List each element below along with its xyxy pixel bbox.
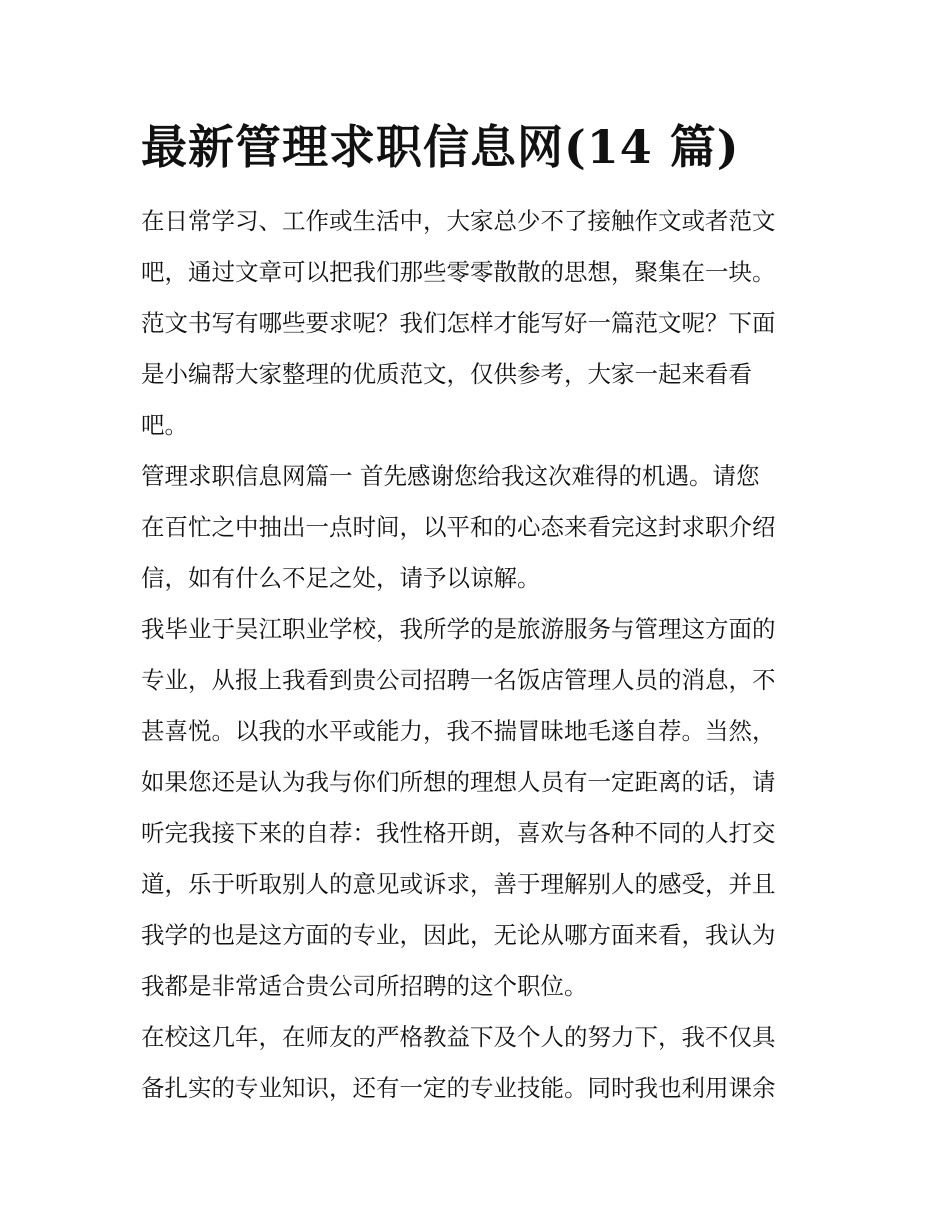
text-line: 吧，通过文章可以把我们那些零零散散的思想，聚集在一块。 <box>141 258 776 286</box>
text-line: 吧。 <box>141 411 188 439</box>
text-line: 我毕业于吴江职业学校，我所学的是旅游服务与管理这方面的 <box>141 615 776 643</box>
text-line: 在校这几年，在师友的严格教益下及个人的努力下，我不仅具 <box>141 1023 776 1051</box>
text-line: 听完我接下来的自荐：我性格开朗，喜欢与各种不同的人打交 <box>141 819 776 847</box>
text-line: 甚喜悦。以我的水平或能力，我不揣冒昧地毛遂自荐。当然， <box>141 717 776 745</box>
text-line: 道，乐于听取别人的意见或诉求，善于理解别人的感受，并且 <box>141 870 776 898</box>
text-line: 我学的也是这方面的专业，因此，无论从哪方面来看，我认为 <box>141 921 776 949</box>
document-body <box>141 196 813 1114</box>
text-line: 备扎实的专业知识，还有一定的专业技能。同时我也利用课余 <box>141 1074 776 1102</box>
text-line: 信，如有什么不足之处，请予以谅解。 <box>141 564 541 592</box>
text-line: 是小编帮大家整理的优质范文，仅供参考，大家一起来看看 <box>141 360 752 388</box>
text-line: 我都是非常适合贵公司所招聘的这个职位。 <box>141 972 588 1000</box>
document-title: 最新管理求职信息网(14 篇) <box>141 120 740 174</box>
text-line: 在日常学习、工作或生活中，大家总少不了接触作文或者范文 <box>141 207 776 235</box>
text-line: 如果您还是认为我与你们所想的理想人员有一定距离的话，请 <box>141 768 776 796</box>
text-line: 在百忙之中抽出一点时间，以平和的心态来看完这封求职介绍 <box>141 513 776 541</box>
text-line: 管理求职信息网篇一 首先感谢您给我这次难得的机遇。请您 <box>141 462 760 490</box>
text-line: 专业，从报上我看到贵公司招聘一名饭店管理人员的消息，不 <box>141 666 776 694</box>
text-line: 范文书写有哪些要求呢？我们怎样才能写好一篇范文呢？下面 <box>141 309 776 337</box>
